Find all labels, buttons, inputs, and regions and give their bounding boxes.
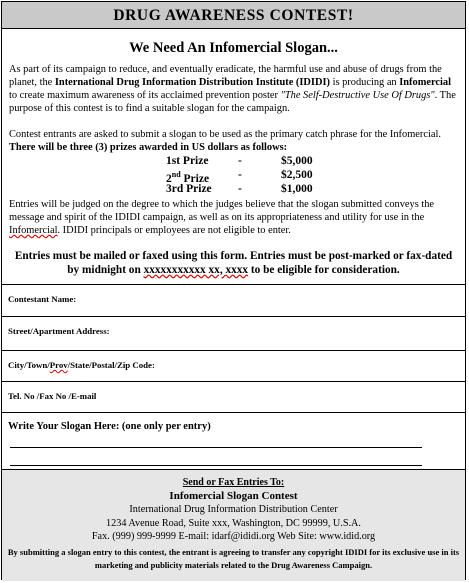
prize-amount: $2,500: [281, 169, 313, 181]
city-label-prov: Prov: [49, 360, 68, 370]
poster-title: "The Self-Destructive Use Of Drugs": [280, 90, 435, 101]
prize-place-num: 2: [166, 172, 172, 185]
prize-row: [9, 168, 458, 185]
contact-info: Fax. (999) 999-9999 E-mail: idarf@ididi.org Web Site: www.idid.org: [91, 531, 376, 542]
prize-place-suffix: nd: [171, 170, 181, 179]
contestant-name-field[interactable]: [2, 285, 465, 317]
prize-row: [9, 182, 458, 196]
prize-place: 1st Prize: [166, 155, 209, 167]
intro-text: is producing an: [329, 77, 400, 88]
infomercial-term: Infomercial: [9, 225, 58, 236]
rights-notice: By submitting a slogan entry to this contest, the entrant is agreeing to transfer any copyright IDIDI for its exclusive use in its marketing and publicity materials related to the Drug Awareness Campaign.: [7, 546, 460, 570]
prize-row: [9, 154, 458, 168]
prizes-intro: There will be three (3) prizes awarded in US dollars as follows:: [9, 142, 288, 153]
street-address-label: Street/Apartment Address:: [8, 326, 110, 336]
slogan-line[interactable]: [10, 465, 422, 466]
slogan-field[interactable]: [2, 413, 465, 470]
intro-text: to create maximum awareness of its acclaimed prevention poster: [9, 90, 281, 101]
intro-text: As part of its campaign to reduce, and eventually eradicate, the harmful use and abuse of drugs from the planet, the: [9, 64, 442, 88]
contest-description: [2, 29, 465, 285]
city-label-text: City/Town/: [8, 360, 50, 370]
deadline-date: xxxxxxxxxxx xx, xxxx: [143, 264, 249, 276]
slogan-line[interactable]: [10, 447, 422, 448]
deadline-text: to be eligible for consideration.: [248, 264, 400, 276]
street-address-field[interactable]: [2, 317, 465, 351]
prize-dash: -: [238, 169, 242, 181]
entrants-text: Contest entrants are asked to submit a slogan to be used as the primary catch phrase for the Infomercial.: [9, 129, 441, 140]
page-title: DRUG AWARENESS CONTEST!: [2, 2, 465, 29]
prize-dash: -: [238, 155, 242, 167]
contest-name: Infomercial Slogan Contest: [169, 490, 298, 502]
deadline-notice: [9, 249, 458, 277]
deadline-text: Entries must be mailed or faxed using this form. Entries must be post-marked or fax-dated by midnight on: [14, 250, 453, 276]
judging-text: . IDIDI principals or employees are not eligible to enter.: [57, 225, 291, 236]
prize-dash: -: [238, 183, 242, 195]
prize-amount: $5,000: [281, 155, 313, 167]
contest-form: [1, 1, 466, 580]
judging-text: Entries will be judged on the degree to which the judges believe that the slogan submitted conveys the message and spirit of the IDIDI campaign, as well as on its appropriateness and utility for use in the: [9, 199, 435, 223]
subtitle: We Need An Infomercial Slogan...: [129, 40, 338, 56]
entrants-paragraph: [9, 128, 458, 154]
slogan-label: Write Your Slogan Here: (one only per entry): [8, 421, 211, 432]
prize-place: 3rd Prize: [166, 183, 212, 195]
phone-email-label: Tel. No /Fax No /E-mail: [8, 391, 97, 401]
intro-text: . The purpose of this contest is to find a suitable slogan for the campaign.: [9, 90, 456, 114]
mailing-address: 1234 Avenue Road, Suite xxx, Washington, DC 99999, U.S.A.: [106, 517, 361, 529]
center-name: International Drug Information Distribution Center: [129, 504, 338, 515]
intro-paragraph: [9, 63, 458, 115]
infomercial-term: Infomercial: [399, 77, 451, 88]
org-name: International Drug Information Distribution Institute (IDIDI): [54, 77, 330, 88]
phone-email-field[interactable]: [2, 382, 465, 413]
prize-place-word: Prize: [180, 172, 210, 185]
prize-amount: $1,000: [281, 183, 313, 195]
contestant-name-label: Contestant Name:: [8, 294, 77, 304]
city-field[interactable]: [2, 351, 465, 382]
city-label: [2, 351, 465, 370]
footer: [2, 470, 465, 581]
judging-paragraph: [9, 198, 458, 237]
city-label-text: /State/Postal/Zip Code:: [67, 360, 155, 370]
send-heading: Send or Fax Entries To:: [182, 477, 285, 488]
